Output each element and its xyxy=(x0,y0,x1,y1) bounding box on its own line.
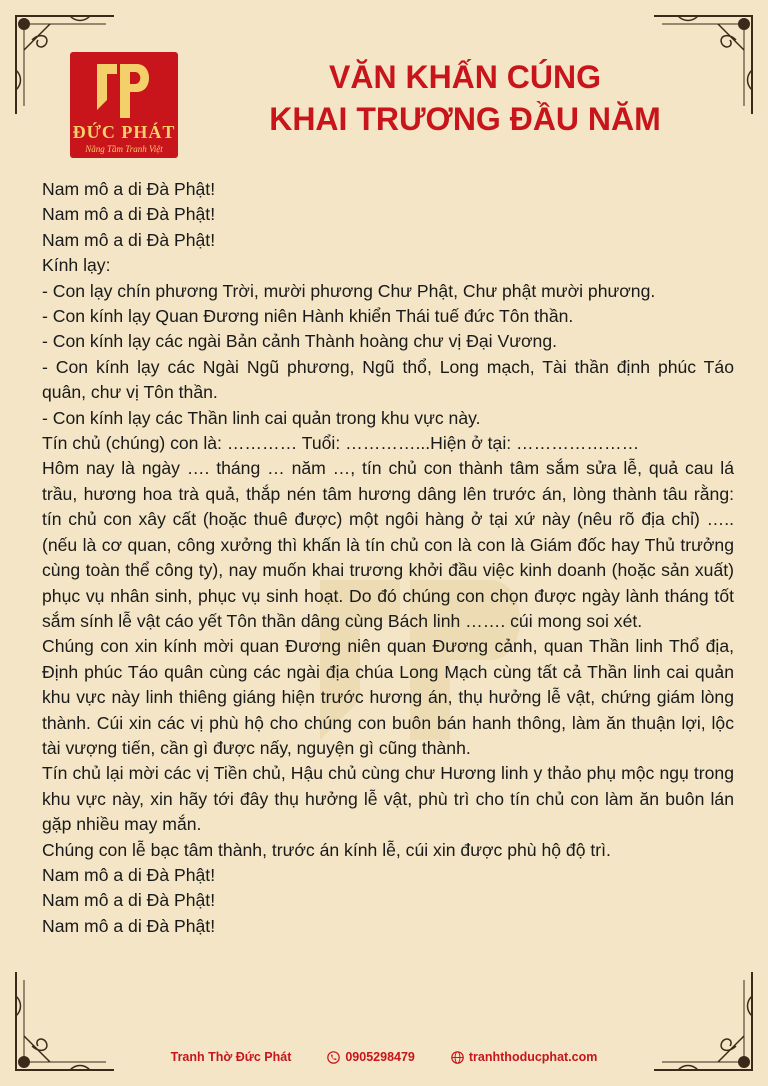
footer-company xyxy=(171,1050,292,1064)
paragraph: Chúng con xin kính mời quan Đương niên quan Đương cảnh, quan Thần linh Thổ địa, Định phúc Táo quân cùng các ngài địa chúa Long Mạch cùng tất cả Thần linh cai quản khu vực này linh thiêng giáng hiện trước hương án, thụ hưởng lễ vật, chứng giám lòng thành. Cúi xin các vị phù hộ cho chúng con buôn bán hanh thông, làm ăn thuận lợi, lộc tài vượng tiến, cần gì được nấy, nguyện gì cũng thành. xyxy=(42,636,734,758)
globe-icon xyxy=(451,1051,464,1064)
paragraph: Kính lạy: xyxy=(42,255,111,276)
paragraph: Hôm nay là ngày …. tháng … năm …, tín chủ con thành tâm sắm sửa lễ, quả cau lá trầu, hương hoa trà quả, thắp nén tâm hương dâng lên trước án, lòng thành tâu rằng: tín chủ con xây cất (hoặc thuê được) một ngôi hàng ở tại xứ này (nêu rõ địa chỉ) ….. (nếu là cơ quan, công xưởng thì khấn là tín chủ con là con là Giám đốc hay Thủ trưởng cùng toàn thể công ty), nay muốn khai trương khởi đầu việc kinh doanh (hoặc sản xuất) phục vụ nhân sinh, phục vụ sinh hoạt. Do đó chúng con chọn được ngày lành tháng tốt sắm sính lễ vật cáo yết Tôn thần dâng cùng Bách linh ……. cúi mong soi xét. xyxy=(42,458,734,631)
paragraph: Tín chủ lại mời các vị Tiền chủ, Hậu chủ cùng chư Hương linh y thảo phụ mộc ngụ trong khu vực này, xin hãy tới đây thụ hưởng lễ vật, phù trì cho tín chủ con làm ăn buôn lán gặp nhiều may mắn. xyxy=(42,763,734,835)
footer-phone[interactable] xyxy=(327,1050,415,1064)
paragraph: - Con lạy chín phương Trời, mười phương Chư Phật, Chư phật mười phương. xyxy=(42,280,656,301)
paragraph: Nam mô a di Đà Phật! xyxy=(42,204,216,225)
footer xyxy=(0,1050,768,1064)
paragraph: Tín chủ (chúng) con là: ………… Tuổi: …………...Hiện ở tại: ………………… xyxy=(42,433,640,454)
footer-website[interactable] xyxy=(451,1050,597,1064)
paragraph: Nam mô a di Đà Phật! xyxy=(42,179,216,199)
dp-monogram-icon xyxy=(93,62,155,120)
paragraph: - Con kính lạy các Ngài Ngũ phương, Ngũ thổ, Long mạch, Tài thần định phúc Táo quân, chư vị Tôn thần. xyxy=(42,356,734,403)
paragraph: - Con kính lạy các ngài Bản cảnh Thành hoàng chư vị Đại Vương. xyxy=(42,331,557,352)
prayer-text xyxy=(42,177,734,939)
footer-website-url: tranhthoducphat.com xyxy=(468,1050,598,1064)
logo-brand-name: ĐỨC PHÁT xyxy=(72,122,176,142)
paragraph: Nam mô a di Đà Phật! xyxy=(42,864,216,885)
page-title xyxy=(200,56,730,140)
paragraph: - Con kính lạy các Thần linh cai quản trong khu vực này. xyxy=(42,407,481,428)
brand-logo xyxy=(70,52,178,158)
phone-icon xyxy=(327,1051,340,1064)
footer-phone-number: 0905298479 xyxy=(345,1050,415,1064)
logo-slogan: Nâng Tầm Tranh Việt xyxy=(85,144,163,154)
title-line-1: VĂN KHẤN CÚNG xyxy=(329,59,601,95)
paragraph: - Con kính lạy Quan Đương niên Hành khiển Thái tuế đức Tôn thần. xyxy=(42,306,574,327)
paragraph: Nam mô a di Đà Phật! xyxy=(42,890,216,911)
footer-company-label: Tranh Thờ Đức Phát xyxy=(170,1050,292,1064)
paragraph: Chúng con lễ bạc tâm thành, trước án kính lễ, cúi xin được phù hộ độ trì. xyxy=(42,839,611,860)
paragraph: Nam mô a di Đà Phật! xyxy=(42,915,216,936)
title-line-2: KHAI TRƯƠNG ĐẦU NĂM xyxy=(269,101,661,137)
paragraph: Nam mô a di Đà Phật! xyxy=(42,229,216,250)
